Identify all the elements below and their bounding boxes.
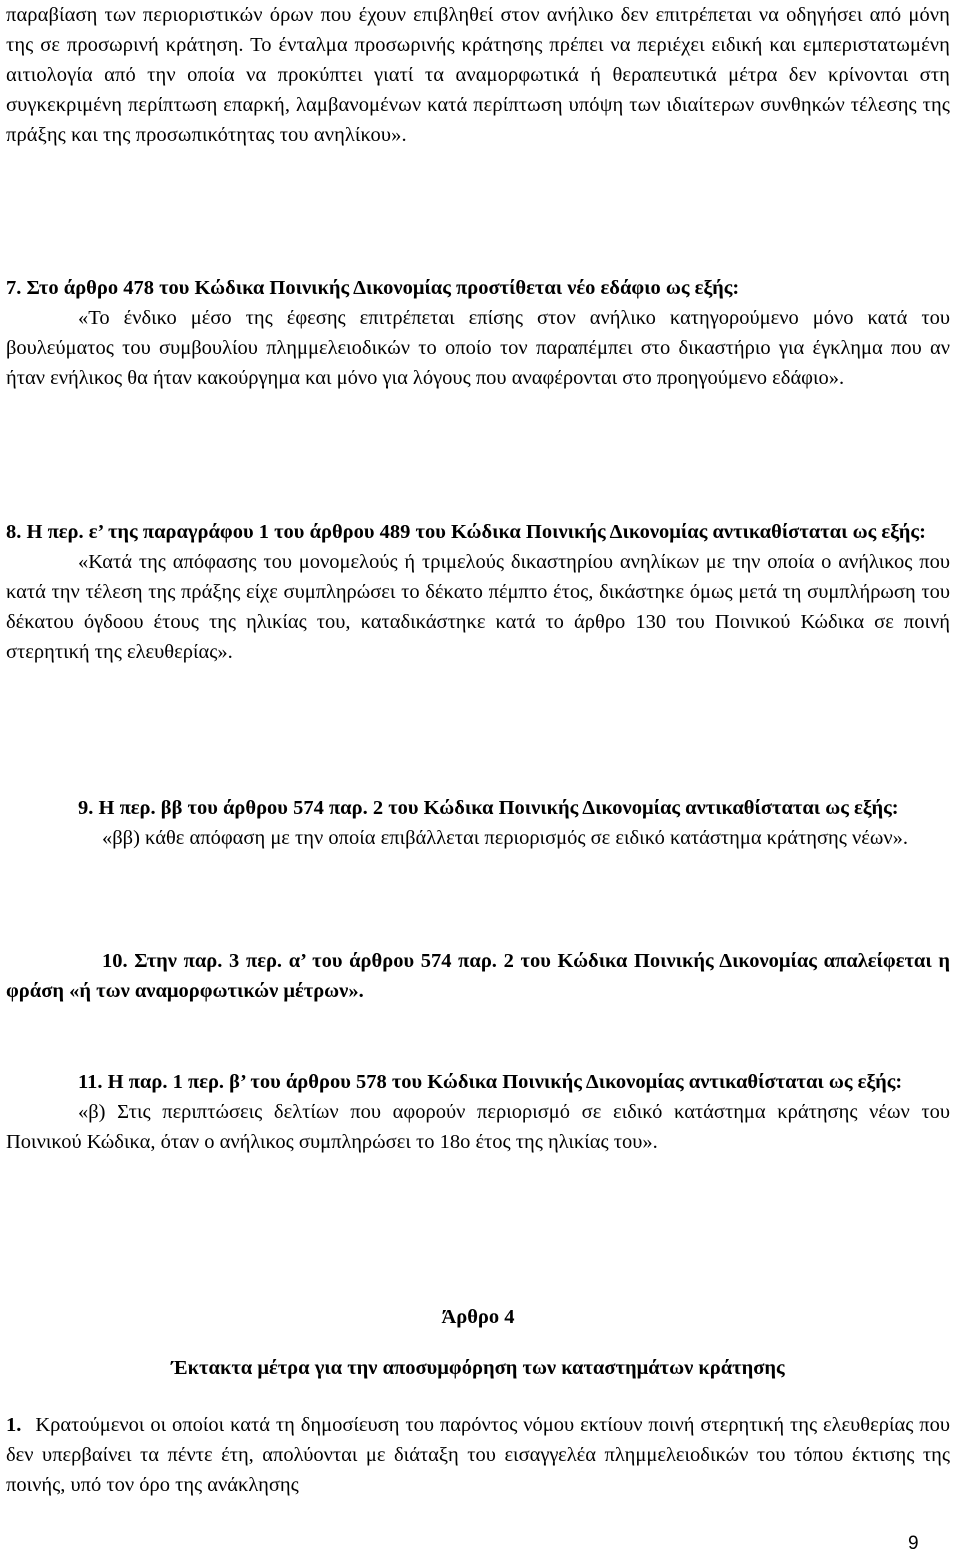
item-9-heading: 9. Η περ. ββ του άρθρου 574 παρ. 2 του Κώδικα Ποινικής Δικονομίας αντικαθίσταται ως εξής: — [78, 797, 899, 819]
item-9 — [6, 793, 950, 853]
item-10-heading: 10. Στην παρ. 3 περ. α’ του άρθρου 574 παρ. 2 του Κώδικα Ποινικής Δικονομίας απαλείφεται η φράση «ή των αναμορφωτικών μέτρων». — [6, 950, 950, 1002]
item-8-body: «Κατά της απόφασης του μονομελούς ή τριμελούς δικαστηρίου ανηλίκων με την οποία ο ανήλικος που κατά την τέλεση της πράξης είχε συμπληρώσει το δέκατο πέμπτο έτος, δικάστηκε όμως μετά τη συμπλήρωση του δέκατου όγδοου έτους της ηλικίας του, καταδικάστηκε κατά το άρθρο 130 του Ποινικού Κώδικα σε ποινή στερητική της ελευθερίας». — [6, 551, 950, 663]
item-11 — [6, 1067, 950, 1157]
item-9-body: «ββ) κάθε απόφαση με την οποία επιβάλλεται περιορισμός σε ειδικό κατάστημα κράτησης νέων». — [102, 827, 908, 849]
item-11-body: «β) Στις περιπτώσεις δελτίων που αφορούν περιορισμό σε ειδικό κατάστημα κράτησης νέων του Ποινικού Κώδικα, όταν ο ανήλικος συμπληρώσει το 18ο έτος της ηλικίας του». — [6, 1101, 950, 1153]
page-number: 9 — [908, 1533, 919, 1554]
item-10 — [6, 946, 950, 1006]
final-paragraph-text: Κρατούμενοι οι οποίοι κατά τη δημοσίευση του παρόντος νόμου εκτίουν ποινή στερητική της ελευθερίας που δεν υπερβαίνει τα πέντε έτη, απολύονται με διάταξη του εισαγγελέα πλημμελειοδικών του τόπου έκτισης της ποινής, υπό τον όρο της ανάκλησης — [6, 1414, 950, 1496]
item-7 — [6, 273, 950, 393]
item-11-heading: 11. Η παρ. 1 περ. β’ του άρθρου 578 του Κώδικα Ποινικής Δικονομίας αντικαθίσταται ως εξής: — [78, 1071, 903, 1093]
article-title: Έκτακτα μέτρα για την αποσυμφόρηση των καταστημάτων κράτησης — [171, 1357, 785, 1379]
item-8 — [6, 517, 950, 667]
item-7-heading: 7. Στο άρθρο 478 του Κώδικα Ποινικής Δικονομίας προστίθεται νέο εδάφιο ως εξής: — [6, 277, 740, 299]
final-paragraph — [6, 1410, 950, 1500]
final-paragraph-marker: 1. — [6, 1414, 22, 1436]
item-8-heading: 8. Η περ. ε’ της παραγράφου 1 του άρθρου 489 του Κώδικα Ποινικής Δικονομίας αντικαθίσταται ως εξής: — [6, 521, 926, 543]
article-number: Άρθρο 4 — [441, 1306, 515, 1328]
item-7-body: «Το ένδικο μέσο της έφεσης επιτρέπεται επίσης στον ανήλικο κατηγορούμενο μόνο κατά του βουλεύματος του συμβουλίου πλημμελειοδικών το οποίο τον παραπέμπει στο δικαστήριο για έγκλημα που αν ήταν ενήλικος θα ήταν κακούργημα και μόνο για λόγους που αναφέρονται στο προηγούμενο εδάφιο». — [6, 307, 950, 389]
intro-paragraph: παραβίαση των περιοριστικών όρων που έχουν επιβληθεί στον ανήλικο δεν επιτρέπεται να οδηγήσει από μόνη της σε προσωρινή κράτηση. Το ένταλμα προσωρινής κράτησης πρέπει να περιέχει ειδική και εμπεριστατωμένη αιτιολογία από την οποία να προκύπτει γιατί τα αναμορφωτικά ή θεραπευτικά μέτρα δεν κρίνονται στη συγκεκριμένη περίπτωση επαρκή, λαμβανομένων κατά περίπτωση υπόψη των ιδιαίτερων συνθηκών τέλεσης της πράξης και της προσωπικότητας του ανηλίκου». — [6, 4, 950, 146]
